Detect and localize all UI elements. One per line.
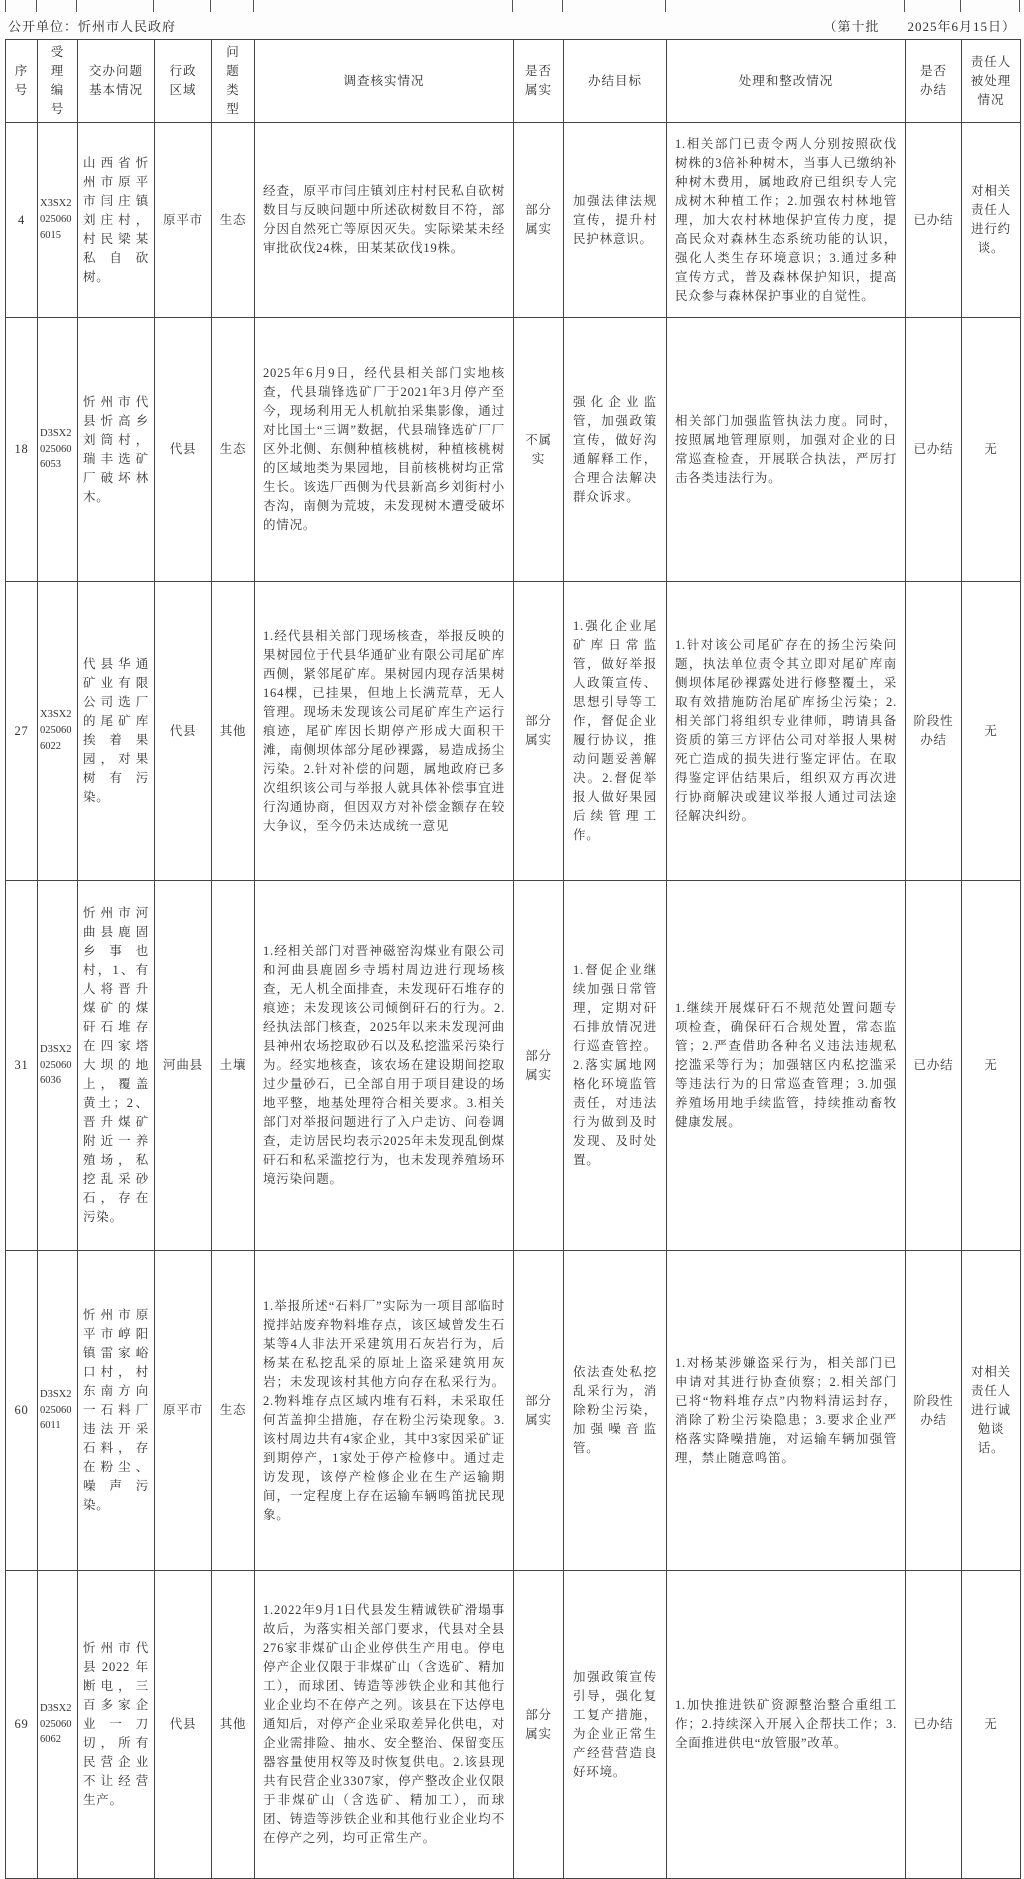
col-header-case-no: 受理编号	[38, 40, 78, 123]
column-guide	[905, 0, 961, 12]
cell-closed: 阶段性办结	[906, 1251, 962, 1571]
cell-type: 生态	[212, 123, 255, 318]
cell-closed: 已办结	[906, 318, 962, 582]
col-header-type: 问题类型	[212, 40, 255, 123]
cell-verified: 部分属实	[514, 1571, 564, 1879]
cell-region: 代县	[155, 1571, 212, 1879]
table-row	[6, 1571, 1021, 1879]
cell-investigation: 经查，原平市闫庄镇刘庄村村民私自砍树数目与反映问题中所述砍树数目不符，部分因自然死亡等原因灭失。实际梁某未经审批砍伐24株，田某某砍伐19株。	[255, 123, 514, 318]
table-row	[6, 582, 1021, 881]
cell-issue: 忻州市原平市崞阳镇雷家峪口村，村东南方向一石料厂违法开采石料，存在粉尘、噪声污染。	[78, 1251, 155, 1571]
cell-handling: 1.相关部门已责令两人分别按照砍伐树株的3倍补种树木，当事人已缴纳补种树木费用，属地政府已组织专人完成树木种植工作；2.加强农村林地管理，加大农村林地保护宣传力度，提高民众对森林生态系统功能的认识，强化人类生存环境意识；3.通过多种宣传方式，普及森林保护知识，提高民众参与森林保护事业的自觉性。	[667, 123, 906, 318]
cell-closed: 阶段性办结	[906, 582, 962, 881]
column-guide	[513, 0, 563, 12]
cell-accountability: 无	[962, 318, 1021, 582]
cell-handling: 相关部门加强监管执法力度。同时，按照属地管理原则，加强对企业的日常巡查检查，开展联合执法，严厉打击各类违法行为。	[667, 318, 906, 582]
cell-case-no: X3SX20250606015	[38, 123, 78, 318]
col-header-handling: 处理和整改情况	[667, 40, 906, 123]
table-top-column-guides	[5, 0, 1020, 12]
cell-goal: 1.督促企业继续加强日常管理，定期对矸石排放情况进行巡查管控。2.落实属地网格化环境监管责任，对违法行为做到及时发现、及时处置。	[564, 881, 667, 1251]
cell-case-no: D3SX20250606053	[38, 318, 78, 582]
col-header-goal: 办结目标	[564, 40, 667, 123]
cell-issue: 忻州市代县2022年断电，三百多家企业一刀切，所有民营企业不让经营生产。	[78, 1571, 155, 1879]
header-row	[6, 40, 1021, 123]
cell-investigation: 1.2022年9月1日代县发生精诚铁矿滑塌事故后，为落实相关部门要求，代县对全县276家非煤矿山企业停供生产用电。停电停产企业仅限于非煤矿山（含选矿、精加工），而球团、铸造等涉铁企业和其他行业企业均不在停产之列。该县在下达停电通知后，对停产企业采取差异化供电，对企业需排险、抽水、安全整治、保留变压器容量使用权等及时恢复供电。2.该县现共有民营企业3307家，停产整改企业仅限于非煤矿山（含选矿、精加工），而球团、铸造等涉铁企业和其他行业企业均不在停产之列，均可正常生产。	[255, 1571, 514, 1879]
cell-seq: 18	[6, 318, 38, 582]
col-header-issue: 交办问题基本情况	[78, 40, 155, 123]
cell-closed: 已办结	[906, 881, 962, 1251]
column-guide	[154, 0, 211, 12]
col-header-investigation: 调查核实情况	[255, 40, 514, 123]
column-guide	[563, 0, 666, 12]
cell-goal: 加强法律法规宣传，提升村民护林意识。	[564, 123, 667, 318]
cell-region: 原平市	[155, 1251, 212, 1571]
cell-region: 代县	[155, 582, 212, 881]
cell-goal: 强化企业监管，加强政策宣传，做好沟通解释工作，合理合法解决群众诉求。	[564, 318, 667, 582]
cell-investigation: 1.举报所述“石料厂”实际为一项目部临时搅拌站废弃物料堆存点，该区域曾发生石某等4人非法开采建筑用石灰岩行为，后杨某在私挖乱采的原址上盗采建筑用灰岩；未发现该村其他方向存在私采行为。2.物料堆存点区域内堆有石料，未采取任何苫盖抑尘措施，存在粉尘污染现象。3.该村周边共有4家企业，其中3家因采矿证到期停产，1家处于停产检修中。通过走访发现，该停产检修企业在生产运输期间，一定程度上存在运输车辆鸣笛扰民现象。	[255, 1251, 514, 1571]
cell-case-no: D3SX20250606062	[38, 1571, 78, 1879]
cell-closed: 已办结	[906, 123, 962, 318]
cell-seq: 4	[6, 123, 38, 318]
cell-goal: 1.强化企业尾矿库日常监管，做好举报人政策宣传、思想引导等工作，督促企业履行协议，推动问题妥善解决。2.督促举报人做好果园后续管理工作。	[564, 582, 667, 881]
cell-accountability: 无	[962, 582, 1021, 881]
cell-issue: 山西省忻州市原平市闫庄镇刘庄村，村民梁某私自砍树。	[78, 123, 155, 318]
cell-handling: 1.继续开展煤矸石不规范处置问题专项检查，确保矸石合规处置，常态监管；2.严查借助各种名义违法违规私挖滥采等行为；加强辖区内私挖滥采等违法行为的日常巡查管理；3.加强养殖场用地手续监管，持续推动畜牧健康发展。	[667, 881, 906, 1251]
column-guide	[5, 0, 37, 12]
column-guide	[254, 0, 513, 12]
cell-region: 代县	[155, 318, 212, 582]
cell-type: 土壤	[212, 881, 255, 1251]
publisher-label: 公开单位：忻州市人民政府	[8, 18, 177, 34]
cell-investigation: 1.经相关部门对晋神磁窑沟煤业有限公司和河曲县鹿固乡寺墕村周边进行现场核查，无人机全面排查，未发现矸石堆存的痕迹；未发现该公司倾倒矸石的行为。2.经执法部门核查，2025年以来未发现河曲县神州农场挖取砂石以及私挖滥采污染行为。经实地核查，该农场在建设期间挖取过少量砂石，已全部自用于项目建设的场地平整，地基处理符合相关要求。3.相关部门对举报问题进行了入户走访、问卷调查，走访居民均表示2025年未发现乱倒煤矸石和私采滥挖行为，也未发现养殖场环境污染问题。	[255, 881, 514, 1251]
col-header-accountability: 责任人被处理情况	[962, 40, 1021, 123]
cell-type: 生态	[212, 1251, 255, 1571]
column-guide	[211, 0, 254, 12]
column-guide	[961, 0, 1020, 12]
cell-verified: 部分属实	[514, 1251, 564, 1571]
col-header-closed: 是否办结	[906, 40, 962, 123]
cell-accountability: 对相关责任人进行约谈。	[962, 123, 1021, 318]
cell-investigation: 2025年6月9日，经代县相关部门实地核查，代县瑞锋选矿厂于2021年3月停产至今，现场利用无人机航拍采集影像，通过对比国土“三调”数据，代县瑞锋选矿厂厂区外北侧、东侧种植核桃树，种植核桃树的区域地类为果园地，目前核桃树均正常生长。该选厂西侧为代县新高乡刘街村小杏沟，南侧为荒坡，未发现树木遭受破坏的情况。	[255, 318, 514, 582]
cell-investigation: 1.经代县相关部门现场核查，举报反映的果树园位于代县华通矿业有限公司尾矿库西侧，紧邻尾矿库。果树园内现存活果树164棵，已挂果，但地上长满荒草，无人管理。现场未发现该公司尾矿库生产运行痕迹，尾矿库因长期停产形成大面积干滩，南侧坝体部分尾砂裸露，易造成扬尘污染。2.针对补偿的问题，属地政府已多次组织该公司与举报人就具体补偿事宜进行沟通协商，但因双方对补偿金额存在较大争议，至今仍未达成统一意见	[255, 582, 514, 881]
cell-goal: 加强政策宣传引导，强化复工复产措施，为企业正常生产经营营造良好环境。	[564, 1571, 667, 1879]
cell-verified: 部分属实	[514, 881, 564, 1251]
cell-case-no: D3SX20250606011	[38, 1251, 78, 1571]
cell-handling: 1.对杨某涉嫌盗采行为，相关部门已申请对其进行协查侦察；2.相关部门已将“物料堆存点”内物料清运封存，消除了粉尘污染隐患；3.要求企业严格落实降噪措施，对运输车辆加强管理，禁止随意鸣笛。	[667, 1251, 906, 1571]
cell-issue: 忻州市代县忻高乡刘筒村，瑞丰选矿厂破坏林木。	[78, 318, 155, 582]
cell-accountability: 对相关责任人进行诚勉谈话。	[962, 1251, 1021, 1571]
cell-accountability: 无	[962, 1571, 1021, 1879]
cell-type: 其他	[212, 1571, 255, 1879]
cell-verified: 部分属实	[514, 582, 564, 881]
col-header-region: 行政区域	[155, 40, 212, 123]
table-row	[6, 881, 1021, 1251]
column-guide	[666, 0, 905, 12]
cell-region: 原平市	[155, 123, 212, 318]
cell-seq: 69	[6, 1571, 38, 1879]
disclosure-table	[5, 39, 1021, 1879]
cell-accountability: 无	[962, 881, 1021, 1251]
cell-issue: 代县华通矿业有限公司选厂的尾矿库挨着果园，对果树有污染。	[78, 582, 155, 881]
cell-type: 生态	[212, 318, 255, 582]
cell-issue: 忻州市河曲县鹿固乡事也村，1、有人将晋升煤矿的煤矸石堆存在四家塔大坝的地上，覆盖黄土；2、晋升煤矿附近一养殖场，私挖乱采砂石，存在污染。	[78, 881, 155, 1251]
cell-case-no: X3SX20250606022	[38, 582, 78, 881]
cell-handling: 1.加快推进铁矿资源整治整合重组工作；2.持续深入开展入企帮扶工作；3.全面推进供电“放管服”改革。	[667, 1571, 906, 1879]
col-header-verified: 是否属实	[514, 40, 564, 123]
cell-seq: 27	[6, 582, 38, 881]
table-row	[6, 123, 1021, 318]
cell-handling: 1.针对该公司尾矿存在的扬尘污染问题，执法单位责令其立即对尾矿库南侧坝体尾砂裸露处进行修整覆土，采取有效措施防治尾矿库扬尘污染；2.相关部门将组织专业律师，聘请具备资质的第三方评估公司对举报人果树死亡造成的损失进行鉴定评估。在取得鉴定评估结果后，组织双方再次进行协商解决或建议举报人通过司法途径解决纠纷。	[667, 582, 906, 881]
cell-goal: 依法查处私挖乱采行为，消除粉尘污染，加强噪音监管。	[564, 1251, 667, 1571]
cell-closed: 已办结	[906, 1571, 962, 1879]
column-guide	[77, 0, 154, 12]
cell-type: 其他	[212, 582, 255, 881]
cell-verified: 部分属实	[514, 123, 564, 318]
batch-date-label: （第十批 2025年6月15日）	[823, 18, 1016, 34]
cell-verified: 不属实	[514, 318, 564, 582]
col-header-seq: 序号	[6, 40, 38, 123]
cell-region: 河曲县	[155, 881, 212, 1251]
table-row	[6, 318, 1021, 582]
cell-seq: 60	[6, 1251, 38, 1571]
table-row	[6, 1251, 1021, 1571]
cell-seq: 31	[6, 881, 38, 1251]
document-caption	[5, 14, 1019, 36]
cell-case-no: D3SX20250606036	[38, 881, 78, 1251]
column-guide	[37, 0, 77, 12]
